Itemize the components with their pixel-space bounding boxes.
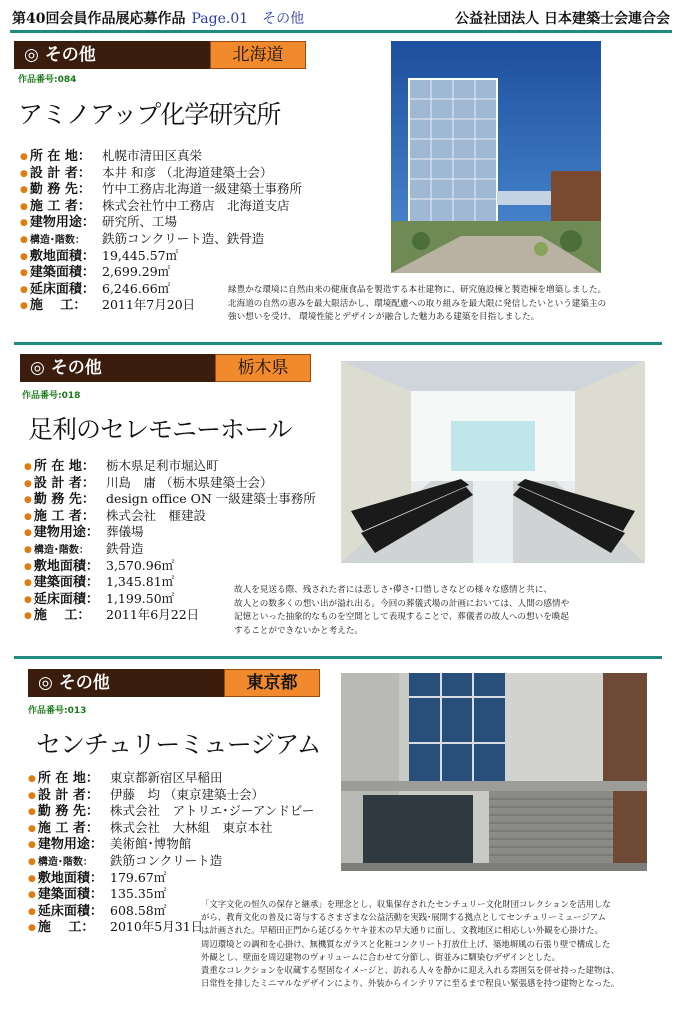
field-floor-area: ● 延床面積： 608.58㎡ <box>28 903 314 920</box>
exhibition-title: 第40回会員作品展応募作品 <box>12 11 186 27</box>
category-label: ◎ その他 <box>20 354 215 382</box>
header-divider <box>10 30 672 33</box>
field-office: ● 勤 務 先： 竹中工務店北海道一級建築士事務所 <box>20 181 302 198</box>
category-label: ◎ その他 <box>14 41 210 69</box>
museum-photo <box>341 673 647 871</box>
organization-name: 公益社団法人 日本建築士会連合会 <box>455 11 670 27</box>
building-photo <box>391 41 601 273</box>
prefecture-label: 東京都 <box>224 669 320 697</box>
field-location: ● 所 在 地： 栃木県足利市堀込町 <box>24 458 316 475</box>
prefecture-label: 栃木県 <box>215 354 311 382</box>
field-designer: ● 設 計 者： 伊藤 均 （東京建築士会） <box>28 787 314 804</box>
prefecture-label: 北海道 <box>210 41 306 69</box>
field-building-area: ● 建築面積： 135.35㎡ <box>28 886 314 903</box>
field-office: ● 勤 務 先： 株式会社 アトリエ･ジーアンドビー <box>28 803 314 820</box>
entry-3-description: 「文字文化の恒久の保存と継承」を理念とし、収集保存されたセンチュリー文化財団コレクションを活用しな がら、教育文化の普及に寄与するさまざまな公益活動を実践･展開する拠点としてセンチュリーミュージアム は計画された。早稲田正門から延びるケヤキ並木の早大通りに面し、文教地区に相応しい外観を心掛けた。 周辺環境との調和を心掛け、無機質なガラスと化粧コンクリート打放仕上げ、築地塀風の石張り壁で構成した 外観とし、壁面を周辺建物のヴォリュームに合わせて分節し、街並みに馴染むデザインとした。 貴重なコレクションを収蔵する堅固なイメージと、訪れる人々を静かに迎え入れる雰囲気を併せ持った建物は、 日常性を排したミニマルなデザインにより、外装からインテリアに至るまで程良い緊張感を持つ建物となった。 <box>201 899 620 989</box>
work-title: 足利のセレモニーホール <box>28 415 292 444</box>
page-header <box>12 8 670 28</box>
field-structure: ● 構造･階数： 鉄骨造 <box>24 541 316 558</box>
field-structure: ● 構造･階数： 鉄筋コンクリート造、鉄骨造 <box>20 231 302 248</box>
entry-2-description: 故人を見送る際、残された者には悲しさ･儚さ･口惜しさなどの様々な感情と共に、 故人との数多くの想い出が溢れ出る。今回の葬儀式場の計画においては、人間の感情や 記憶といった抽象的なものを空間として表現することで、葬儀者の故人への想いを喚起 することができないかと考えた。 <box>234 585 570 636</box>
field-contractor: ● 施 工 者： 株式会社 大林組 東京本社 <box>28 820 314 837</box>
field-contractor: ● 施 工 者： 株式会社竹中工務店 北海道支店 <box>20 198 302 215</box>
ceremony-hall-photo <box>341 361 645 563</box>
field-completion: ● 施 工： 2010年5月31日 <box>28 919 314 936</box>
field-use: ● 建物用途： 美術館･博物館 <box>28 836 314 853</box>
field-site-area: ● 敷地面積： 179.67㎡ <box>28 870 314 887</box>
work-number: 作品番号:018 <box>22 391 81 401</box>
entry-1-description: 緑豊かな環境に自然由来の健康食品を製造する本社建物に、研究施設棟と製造棟を増築しました。 北海道の自然の恵みを最大限活かし、環境配慮への取り組みを最大限に発信したいという建築主の 強い想いを受け、 環境性能とデザインが融合した魅力ある建築を目指しました。 <box>228 285 607 322</box>
field-building-area: ● 建築面積： 2,699.29㎡ <box>20 264 302 281</box>
entry-3-banner <box>28 669 320 697</box>
field-completion: ● 施 工： 2011年6月22日 <box>24 607 316 624</box>
field-location: ● 所 在 地： 札幌市清田区真栄 <box>20 148 302 165</box>
field-structure: ● 構造･階数： 鉄筋コンクリート造 <box>28 853 314 870</box>
page-label: Page.01 その他 <box>191 11 305 27</box>
field-contractor: ● 施 工 者： 株式会社 榧建設 <box>24 508 316 525</box>
field-location: ● 所 在 地： 東京都新宿区早稲田 <box>28 770 314 787</box>
field-site-area: ● 敷地面積： 19,445.57㎡ <box>20 248 302 265</box>
field-building-area: ● 建築面積： 1,345.81㎡ <box>24 574 316 591</box>
section-divider <box>14 342 662 345</box>
field-floor-area: ● 延床面積： 1,199.50㎡ <box>24 591 316 608</box>
header-left <box>12 8 304 28</box>
field-completion: ● 施 工： 2011年7月20日 <box>20 297 302 314</box>
work-number: 作品番号:084 <box>18 75 77 85</box>
field-use: ● 建物用途： 葬儀場 <box>24 524 316 541</box>
field-office: ● 勤 務 先： design office ON 一級建築士事務所 <box>24 491 316 508</box>
field-use: ● 建物用途： 研究所、工場 <box>20 214 302 231</box>
field-floor-area: ● 延床面積： 6,246.66㎡ <box>20 281 302 298</box>
work-number: 作品番号:013 <box>28 706 87 716</box>
field-designer: ● 設 計 者： 本井 和彦 （北海道建築士会） <box>20 165 302 182</box>
work-title: センチュリーミュージアム <box>36 730 321 759</box>
entry-1-banner <box>14 41 306 69</box>
work-title: アミノアップ化学研究所 <box>18 100 281 129</box>
category-label: ◎ その他 <box>28 669 224 697</box>
entry-2-banner <box>20 354 311 382</box>
section-divider <box>14 656 662 659</box>
field-site-area: ● 敷地面積： 3,570.96㎡ <box>24 558 316 575</box>
field-designer: ● 設 計 者： 川島 庸 （栃木県建築士会） <box>24 475 316 492</box>
